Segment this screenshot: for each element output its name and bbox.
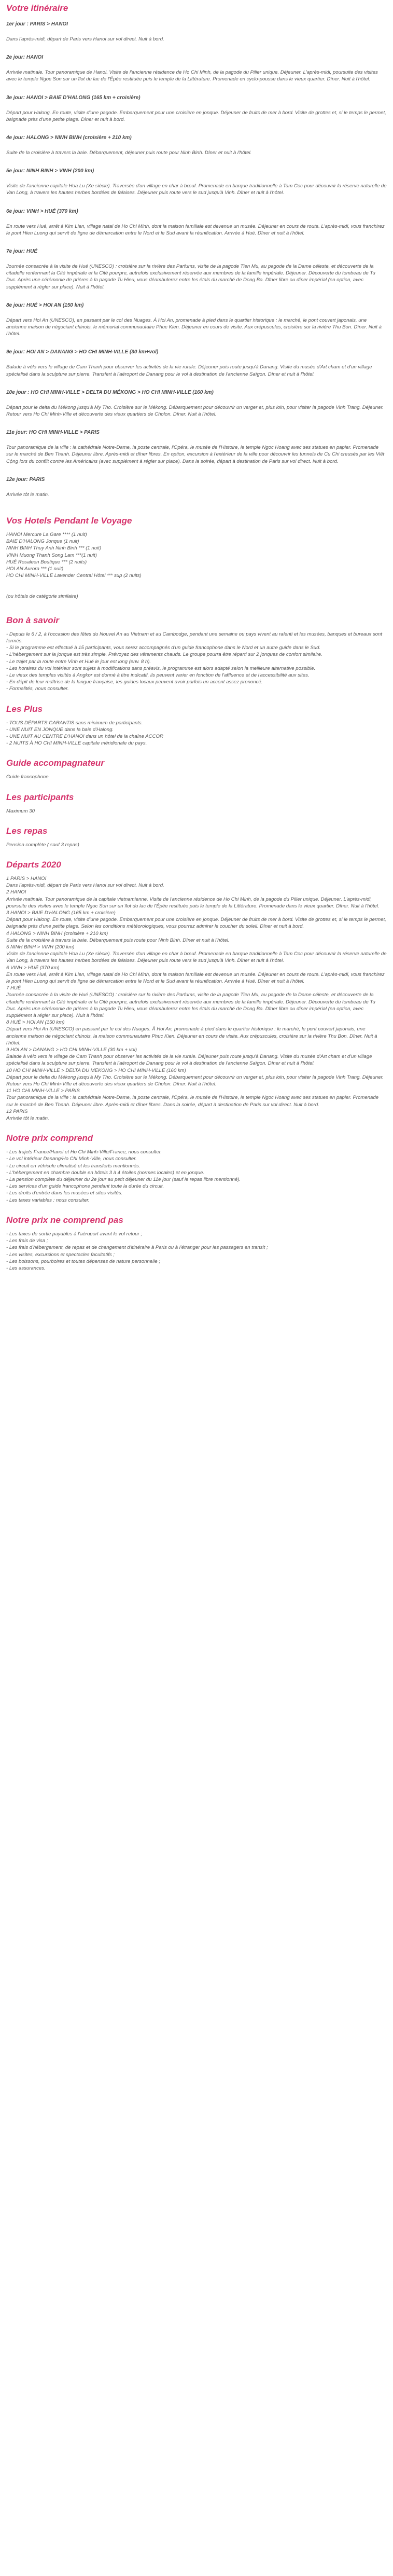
departs-line: Dans l'après-midi, départ de Paris vers Hanoi sur vol direct. Nuit à bord. — [6, 883, 164, 889]
day-title: 2e jour: HANOI — [6, 54, 44, 61]
page — [0, 0, 393, 1272]
day-text: En route vers Hué, arrêt à Kim Lien, village natal de Ho Chi Minh, dont la maison familiale est devenue un musée. Déjeuner en cours de route. L'après-midi, vous franchirez le pont Hien Luong qui servit de ligne de démarcation entre le Nord et le Sud avant la réunification. Arrivée à Hué. Dîner et nuit à l'hôtel. — [6, 223, 385, 236]
prix-comprend-line: - La pension complète du déjeuner du 2e jour au petit déjeuner du 11e jour (sauf le repas libre mentionné). — [6, 1177, 241, 1183]
departs-line: Départ pour le delta du Mékong jusqu'à My Tho. Croisière sur le Mékong. Débarquement pour découvrir un verger et, plus loin, pour visiter la pagode Vinh Trang. Déjeuner. Retour vers Ho Chi Minh-Ville et découverte des vieux quartiers de Cholon. Dîner. Nuit à l'hôtel. — [6, 1074, 384, 1087]
hotel-line: HO CHI MINH-VILLE Lavender Central Hôtel *** sup (2 nuits) — [6, 573, 142, 579]
bon-a-savoir-line: - En dépit de leur maîtrise de la langue française, les guides locaux peuvent avoir parfois un accent assez prononcé. — [6, 679, 263, 685]
day-text: Dans l'après-midi, départ de Paris vers Hanoi sur vol direct. Nuit à bord. — [6, 36, 164, 42]
participants-title: Les participants — [6, 792, 74, 802]
departs-line: 1 PARIS > HANOI — [6, 875, 47, 881]
day-title: 4e jour: HALONG > NINH BINH (croisière + 210 km) — [6, 135, 132, 141]
departs-line: Visite de l'ancienne capitale Hoa Lu (Xe siècle). Traversée d'un village en char à bœuf. Promenade en barque traditionnelle à Tam Coc pour découvrir la réserve naturelle de Van Long, à travers les hautes herbes bordées de falaises. Déjeuner puis route vers le sud jusqu'à Vinh. Dîner et nuit à l'hôtel. — [6, 951, 387, 964]
departs-line: 9 HOI AN > DANANG > HO CHI MINH-VILLE (30 km + vol) — [6, 1047, 137, 1053]
day-title: 5e jour: NINH BINH > VINH (200 km) — [6, 168, 94, 174]
day-text: Suite de la croisière à travers la baie. Débarquement, déjeuner puis route pour Ninh Binh. Dîner et nuit à l'hôtel. — [6, 150, 252, 156]
departs-line: 11 HO CHI MINH-VILLE > PARIS — [6, 1088, 80, 1094]
departs-line: 10 HO CHI MINH-VILLE > DELTA DU MÉKONG > HO CHI MINH-VILLE (160 km) — [6, 1067, 186, 1073]
hotel-line: VINH Muong Thanh Song Lam ***(1 nuit) — [6, 552, 97, 558]
prix-comprend-pas-line: - Les boissons, pourboires et toutes dépenses de nature personnelle ; — [6, 1258, 161, 1264]
day-title: 6e jour: VINH > HUÉ (370 km) — [6, 208, 78, 214]
les-plus-line: - UNE NUIT EN JONQUE dans la baie d'Halong. — [6, 726, 114, 733]
prix-comprend-line: - Le circuit en véhicule climatisé et les transferts mentionnés. — [6, 1163, 141, 1169]
hotels-note: (ou hôtels de catégorie similaire) — [6, 593, 78, 599]
day-title: 8e jour: HUÉ > HOI AN (150 km) — [6, 302, 84, 308]
les-plus-line: - TOUS DÉPARTS GARANTIS sans minimum de participants. — [6, 720, 143, 726]
bon-a-savoir-title: Bon à savoir — [6, 615, 60, 625]
prix-comprend-pas-title: Notre prix ne comprend pas — [6, 1215, 123, 1225]
day-text: Départ pour le delta du Mékong jusqu'à My Tho. Croisière sur le Mékong. Débarquement pour découvrir un verger et, plus loin, pour visiter la pagode Vinh Trang. Déjeuner. Retour vers Ho Chi Minh-Ville et découverte des vieux quartiers de Cholon. Dîner. Nuit à l'hôtel. — [6, 404, 384, 418]
departs-list — [6, 875, 387, 1122]
prix-comprend-line: - L'hébergement en chambre double en hôtels 3 à 4 étoiles (normes locales) et en jonque. — [6, 1169, 205, 1176]
day-title: 9e jour: HOI AN > DANANG > HO CHI MINH-VILLE (30 km+vol) — [6, 349, 159, 355]
bon-a-savoir-line: - Le vieux des temples visités à Angkor est donné à titre indicatif, ils peuvent varier en fonction de l'affluence et de l'accessibilité aux sites. — [6, 672, 310, 678]
prix-comprend-line: - Les droits d'entrée dans les musées et sites visités. — [6, 1190, 123, 1196]
departs-line: En route vers Hué, arrêt à Kim Lien, village natal de Ho Chi Minh, dont la maison familiale est devenue un musée. Déjeuner en cours de route. L'après-midi, vous franchirez le pont Hien Luong qui servit de ligne de démarcation entre le Nord et le Sud avant la réunification. Arrivée à Hué. Dîner et nuit à l'hôtel. — [6, 971, 385, 984]
departs-line: 8 HUÉ > HOI AN (150 km) — [6, 1020, 65, 1026]
departs-line: 5 NINH BINH > VINH (200 km) — [6, 944, 75, 950]
les-plus-line: - 2 NUITS À HO CHI MINH-VILLE capitale méridionale du pays. — [6, 740, 147, 747]
departs-line: Départ vers Hoi An (UNESCO) en passant par le col des Nuages. À Hoi An, promenade à pied dans le quartier historique : le marché, le pont couvert japonais, une ancienne maison de négociant chinois, la maison communautaire Phuc Kien. Déjeuner en cours de visite. Aux crépuscules, croisière sur la rivière Thu Bon. Dîner. Nuit à l'hôtel. — [6, 1026, 377, 1046]
departs-line: 3 HANOI > BAIE D'HALONG (165 km + croisière) — [6, 910, 116, 916]
prix-comprend-line: - Les taxes variables : nous consulter. — [6, 1197, 90, 1203]
hotel-line: NINH BINH Thuy Anh Ninh Binh *** (1 nuit) — [6, 545, 102, 552]
repas-text: Pension complète ( sauf 3 repas) — [6, 842, 79, 848]
departs-line: 2 HANOI — [6, 889, 26, 896]
prix-comprend-line: - Le vol intérieur Danang/Ho Chi Minh-Ville, nous consulter. — [6, 1156, 137, 1162]
bon-a-savoir-line: - Les horaires du vol intérieur sont sujets à modifications sans préavis, le programme est alors adapté selon la meilleure alternative possible. — [6, 665, 316, 671]
bon-a-savoir-line: - L'hébergement sur la jonque est très simple. Prévoyez des vêtements chauds. Le groupe pourra être réparti sur 2 jonques de confort similaire. — [6, 652, 322, 658]
participants-text: Maximum 30 — [6, 808, 35, 814]
itinerary-title: Votre itinéraire — [6, 3, 68, 13]
day-text: Visite de l'ancienne capitale Hoa Lu (Xe siècle). Traversée d'un village en char à bœuf. Promenade en barque traditionnelle à Tam Coc pour découvrir la réserve naturelle de Van Long, à travers les hautes herbes bordées de falaises. Déjeuner puis route vers le sud jusqu'à Vinh. Dîner et nuit à l'hôtel. — [6, 183, 387, 196]
guide-title: Guide accompagnateur — [6, 758, 104, 768]
day-text: Départ pour Halong. En route, visite d'une pagode. Embarquement pour une croisière en jonque. Déjeuner de fruits de mer à bord. Visite de grottes et, si le temps le permet, baignade près d'une petite plage. Dîner et nuit à bord. — [6, 109, 386, 122]
day-text: Tour panoramique de la ville : la cathédrale Notre-Dame, la poste centrale, l'Opéra, le musée de l'Histoire, le temple Ngoc Hoang avec ses statues en papier. Promenade sur le marché de Ben Thanh. Déjeuner libre. Après-midi et dîner libres. En option, excursion à l'extérieur de la ville pour découvrir les tunnels de Cu Chi creusés par les Viêt Cộng lors du conflit contre les Américains (avec supplément à régler sur place). Dans la soirée, départ à destination de Paris sur vol direct. Nuit à bord. — [6, 445, 385, 464]
departs-line: Tour panoramique de la ville : la cathédrale Notre-Dame, la poste centrale, l'Opéra, le musée de l'Histoire, le temple Ngoc Hoang avec ses statues en papier. Promenade sur le marché de Ben Thanh. Déjeuner libre. Après-midi et dîner libres. Dans la soirée, départ à destination de Paris sur vol direct. Nuit à bord. — [6, 1095, 379, 1108]
hotel-line: BAIE D'HALONG Jonque (1 nuit) — [6, 539, 79, 545]
day-text: Arrivée tôt le matin. — [6, 491, 49, 498]
prix-comprend-line: - Les trajets France/Hanoi et Ho Chi Minh-Ville/France, nous consulter. — [6, 1149, 162, 1155]
departs-line: 7 HUÉ — [6, 985, 21, 991]
hotels-list — [6, 531, 387, 579]
day-title: 10e jour : HO CHI MINH-VILLE > DELTA DU MÉKONG > HO CHI MINH-VILLE (160 km) — [6, 389, 214, 395]
prix-comprend-pas-list — [6, 1231, 387, 1272]
hotel-line: HUÉ Rosaleen Boutique *** (2 nuits) — [6, 559, 87, 565]
departs-line: Suite de la croisière à travers la baie. Débarquement puis route pour Ninh Binh. Dîner et nuit à l'hôtel. — [6, 937, 230, 943]
departs-line: 6 VINH > HUÉ (370 km) — [6, 965, 60, 971]
departs-line: Arrivée matinale. Tour panoramique de la capitale vietnamienne. Visite de l'ancienne résidence de Ho Chi Minh, de la pagode du Pilier unique. Déjeuner. L'après-midi, poursuite des visites avec le temple Ngoc Son sur un îlot du lac de l'Épée restituée puis le temple de la Littérature. Promenade dans le vieux quartier. Dîner. Nuit à l'hôtel. — [6, 896, 380, 909]
departs-line: 4 HALONG > NINH BINH (croisière + 210 km) — [6, 930, 108, 936]
departs-line: Journée consacrée à la visite de Hué (UNESCO) : croisière sur la rivière des Parfums, visite de la pagode Tien Mu, au pagode de la Dame céleste, et découverte de la citadelle renfermant la Cité impériale et la Cité pourpre, autrefois exclusivement réservée aux membres de la famille impériale. Déjeuner. Découverte du tombeau de Tu Duc. Après une cérémonie de prières à la pagode Tu Hieu, vous déambulerez entre les étals du marché de Dong Ba. Dîner libre ou dîner impérial (en option, avec supplément à régler sur place). Nuit à l'hôtel. — [6, 992, 375, 1019]
departs-line: Balade à vélo vers le village de Cam Thanh pour observer les activités de la vie rurale. Déjeuner puis route jusqu'à Danang. Visite du musée d'Art cham et d'un village spécialisé dans la sculpture sur pierre. Transfert à l'aéroport de Danang pour le vol à destination de l'ancienne Saïgon. Dîner et nuit à l'hôtel. — [6, 1054, 372, 1067]
les-plus-title: Les Plus — [6, 704, 43, 714]
day-title: 7e jour: HUÉ — [6, 249, 38, 255]
les-plus-line: - UNE NUIT AU CENTRE D'HANOI dans un hôtel de la chaîne ACCOR — [6, 733, 163, 739]
day-text: Journée consacrée à la visite de Hué (UNESCO) : croisière sur la rivière des Parfums, visite de la pagode Tien Mu, au pagode de la Dame céleste, et découverte de la citadelle renfermant la Cité impériale et la Cité pourpre, autrefois exclusivement réservée aux membres de la famille impériale. Déjeuner. Découverte du tombeau de Tu Duc. Après une cérémonie de prières à la pagode Tu Hieu, vous déambulerez entre les étals du marché de Dong Ba. Dîner libre ou dîner impérial (en option, avec supplément à régler sur place). Nuit à l'hôtel. — [6, 264, 375, 290]
repas-title: Les repas — [6, 825, 48, 836]
hotel-line: HOI AN Aurora *** (1 nuit) — [6, 566, 64, 572]
day-title: 1er jour : PARIS > HANOI — [6, 21, 68, 27]
day-title: 3e jour: HANOI > BAIE D'HALONG (165 km + croisière) — [6, 94, 141, 101]
day-title: 11e jour: HO CHI MINH-VILLE > PARIS — [6, 430, 100, 436]
itinerary-days — [6, 21, 387, 498]
prix-comprend-pas-line: - Les taxes de sortie payables à l'aéroport avant le vol retour ; — [6, 1231, 143, 1237]
hotel-line: HANOI Mercure La Gare **** (1 nuit) — [6, 532, 87, 538]
prix-comprend-line: - Les services d'un guide francophone pendant toute la durée du circuit. — [6, 1183, 164, 1190]
day-text: Balade à vélo vers le village de Cam Thanh pour observer les activités de la vie rurale. Déjeuner puis route jusqu'à Danang. Visite du musée d'Art cham et d'un village spécialisé dans la sculpture sur pierre. Transfert à l'aéroport de Danang pour le vol à destination de l'ancienne Saïgon. Dîner et nuit à l'hôtel. — [6, 364, 372, 377]
prix-comprend-list — [6, 1149, 387, 1204]
departs-title: Départs 2020 — [6, 859, 61, 870]
bon-a-savoir-line: - Depuis le 6 / 2, à l'occasion des fêtes du Nouvel An au Vietnam et au Cambodge, pendant une semaine ou pays vivent au ralenti et les musées, banques et bureaux sont fermés. — [6, 631, 383, 644]
bon-a-savoir-line: - Le trajet par la route entre Vinh et Hué le jour est long (env. 8 h). — [6, 658, 151, 665]
prix-comprend-pas-line: - Les frais d'hébergement, de repas et de changement d'itinéraire à Paris ou à l'étranger pour les passagers en transit ; — [6, 1245, 268, 1251]
day-text: Départ vers Hoi An (UNESCO), en passant par le col des Nuages. À Hoi An, promenade à pied dans le quartier historique : le marché, le pont couvert japonais, une ancienne maison de négociant chinois, le mémorial communautaire Phuc Kien. Déjeuner en cours de visite. Aux crépuscules, croisière sur la rivière Thu Bon. Dîner. Nuit à l'hôtel. — [6, 317, 382, 337]
prix-comprend-pas-line: - Les visites, excursions et spectacles facultatifs ; — [6, 1251, 115, 1258]
guide-text: Guide francophone — [6, 774, 49, 780]
prix-comprend-title: Notre prix comprend — [6, 1133, 93, 1144]
departs-line: Arrivée tôt le matin. — [6, 1115, 49, 1122]
day-text: Arrivée matinale. Tour panoramique de Hanoi. Visite de l'ancienne résidence de Ho Chi Minh, de la pagode du Pilier unique. Déjeuner. L'après-midi, poursuite des visites avec le temple Ngoc Son sur un îlot du lac de l'Épée restituée puis le temple de la Littérature. Promenade en cyclo-pousse dans le vieux quartier. Dîner. Nuit à l'hôtel. — [6, 70, 378, 82]
day-title: 12e jour: PARIS — [6, 476, 45, 483]
hotels-title: Vos Hotels Pendant le Voyage — [6, 516, 132, 526]
bon-a-savoir-line: - Formalités, nous consulter. — [6, 686, 69, 692]
les-plus-list — [6, 720, 387, 747]
prix-comprend-pas-line: - Les frais de visa ; — [6, 1238, 48, 1244]
departs-line: 12 PARIS — [6, 1108, 28, 1114]
bon-a-savoir-line: - Si le programme est effectué à 15 participants, vous serez accompagnés d'un guide francophone dans le Nord et un autre guide dans le Sud. — [6, 645, 321, 651]
bon-a-savoir-list — [6, 631, 387, 693]
departs-line: Départ pour Halong. En route, visite d'une pagode. Embarquement pour une croisière en jonque. Déjeuner de fruits de mer à bord. Visite de grottes et, si le temps le permet, baignade près d'une petite plage. Selon les conditions météorologiques, vous pourrez admirer le coucher du soleil. Dîner et nuit à bord. — [6, 917, 386, 930]
prix-comprend-pas-line: - Les assurances. — [6, 1265, 46, 1271]
